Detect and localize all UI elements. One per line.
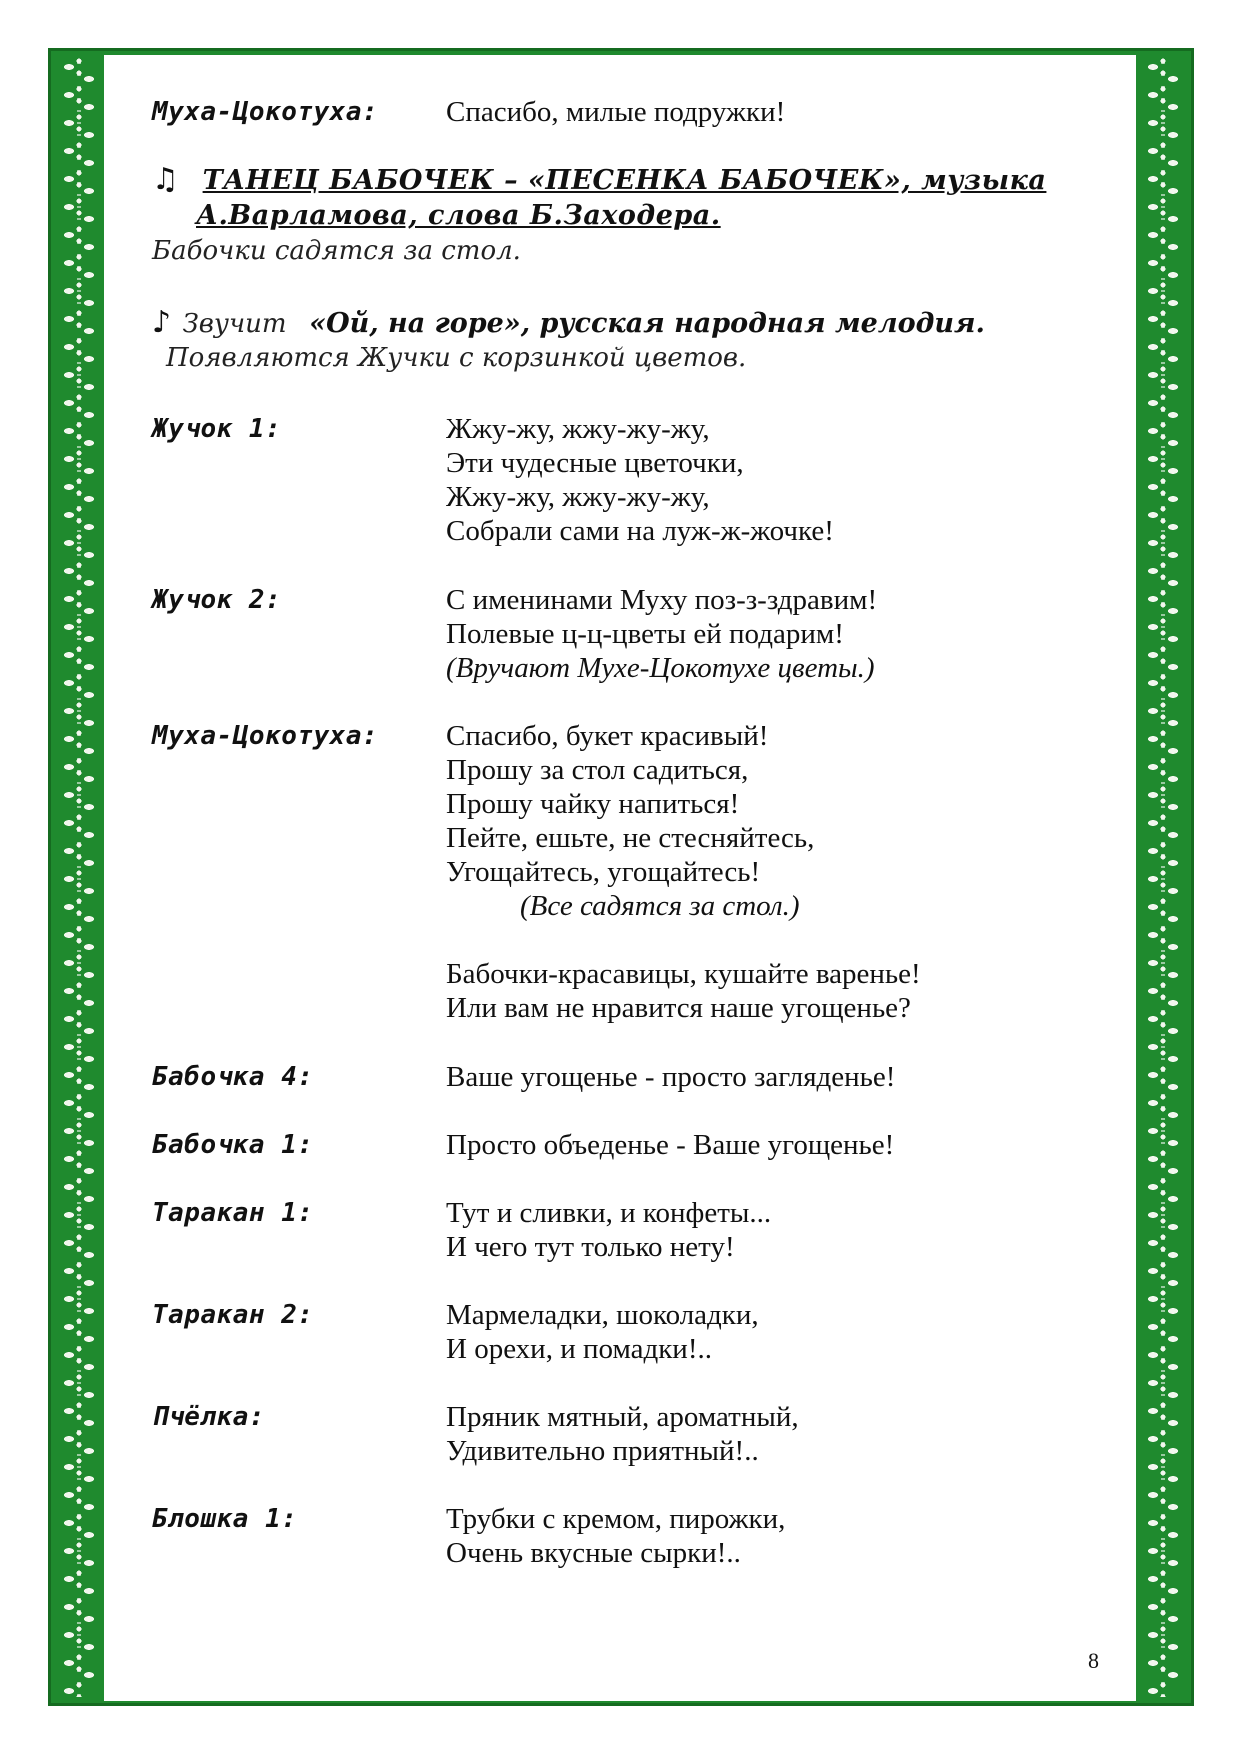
dialogue-text xyxy=(446,1196,1066,1264)
speaker-label: Таракан 1: xyxy=(152,1198,314,1228)
dialogue-line: Прошу за стол садиться, xyxy=(446,754,749,786)
melody-title: «Ой, на горе», русская народная мелодия. xyxy=(309,308,985,339)
dialogue-text xyxy=(446,95,1066,129)
dialogue-text xyxy=(446,412,1066,548)
speaker-label: Бабочка 1: xyxy=(152,1130,314,1160)
dialogue-line: Трубки с кремом, пирожки, xyxy=(446,1503,786,1535)
dialogue-line: И чего тут только нету! xyxy=(446,1231,735,1263)
dance-title-line2: А.Варламова, слова Б.Заходера. xyxy=(196,200,721,231)
dialogue-line: Эти чудесные цветочки, xyxy=(446,447,744,479)
dialogue-text xyxy=(446,1400,1066,1468)
dialogue-stage-direction: (Все садятся за стол.) xyxy=(520,890,800,922)
dialogue-text xyxy=(446,1298,1066,1366)
speaker-label: Блошка 1: xyxy=(152,1504,298,1534)
dialogue-line: Тут и сливки, и конфеты... xyxy=(446,1197,772,1229)
dialogue-line: Полевые ц-ц-цветы ей подарим! xyxy=(446,618,844,650)
dialogue-line: Пряник мятный, ароматный, xyxy=(446,1401,799,1433)
dialogue-line: Угощайтесь, угощайтесь! xyxy=(446,856,761,888)
dialogue-text xyxy=(446,719,1066,1025)
speaker-label: Муха-Цокотуха: xyxy=(152,97,379,127)
dialogue-line: Жжу-жу, жжу-жу-жу, xyxy=(446,413,710,445)
stage-direction: Появляются Жучки с корзинкой цветов. xyxy=(166,343,747,373)
dialogue-line: Мармеладки, шоколадки, xyxy=(446,1299,759,1331)
speaker-label: Таракан 2: xyxy=(152,1300,314,1330)
dance-heading-cont xyxy=(196,199,721,233)
dialogue-text xyxy=(446,583,1066,685)
dialogue-line: Ваше угощенье - просто загляденье! xyxy=(446,1061,896,1093)
blank-line xyxy=(446,923,1066,957)
dialogue-line: Жжу-жу, жжу-жу-жу, xyxy=(446,481,710,513)
page-number: 8 xyxy=(1088,1648,1099,1673)
dialogue-line: Бабочки-красавицы, кушайте варенье! xyxy=(446,958,921,990)
dialogue-line: Просто объеденье - Ваше угощенье! xyxy=(446,1129,895,1161)
dialogue-line: Спасибо, букет красивый! xyxy=(446,720,769,752)
speaker-label: Жучок 2: xyxy=(152,585,282,615)
dialogue-line: Собрали сами на луж-ж-жочке! xyxy=(446,515,834,547)
melody-heading xyxy=(152,306,1052,341)
dialogue-text xyxy=(446,1060,1066,1094)
dialogue-line: И орехи, и помадки!.. xyxy=(446,1333,712,1365)
dance-heading xyxy=(152,163,1052,198)
stage-direction: Бабочки садятся за стол. xyxy=(152,236,521,266)
dialogue-line: Пейте, ешьте, не стесняйтесь, xyxy=(446,822,815,854)
speaker-label: Бабочка 4: xyxy=(152,1062,314,1092)
dance-title-line1: ТАНЕЦ БАБОЧЕК – «ПЕСЕНКА БАБОЧЕК», музыка xyxy=(202,165,1047,196)
speaker-label: Жучок 1: xyxy=(152,414,282,444)
left-ornament-strip xyxy=(55,57,103,1697)
dialogue-line: Или вам не нравится наше угощенье? xyxy=(446,992,911,1024)
speaker-label: Муха-Цокотуха: xyxy=(152,721,379,751)
right-ornament-strip xyxy=(1139,57,1187,1697)
dialogue-line: Удивительно приятный!.. xyxy=(446,1435,759,1467)
dialogue-line: Спасибо, милые подружки! xyxy=(446,96,786,128)
dialogue-line: С именинами Муху поз-з-здравим! xyxy=(446,584,878,616)
melody-prefix: Звучит xyxy=(182,309,287,339)
dialogue-text xyxy=(446,1502,1066,1570)
dialogue-line: Очень вкусные сырки!.. xyxy=(446,1537,741,1569)
music-note-icon: ♪ xyxy=(152,305,172,340)
dialogue-text xyxy=(446,1128,1066,1162)
music-note-double-icon: ♫ xyxy=(152,162,179,197)
dialogue-stage-direction: (Вручают Мухе-Цокотухе цветы.) xyxy=(446,652,875,684)
speaker-label: Пчёлка: xyxy=(152,1402,266,1432)
dialogue-line: Прошу чайку напиться! xyxy=(446,788,740,820)
